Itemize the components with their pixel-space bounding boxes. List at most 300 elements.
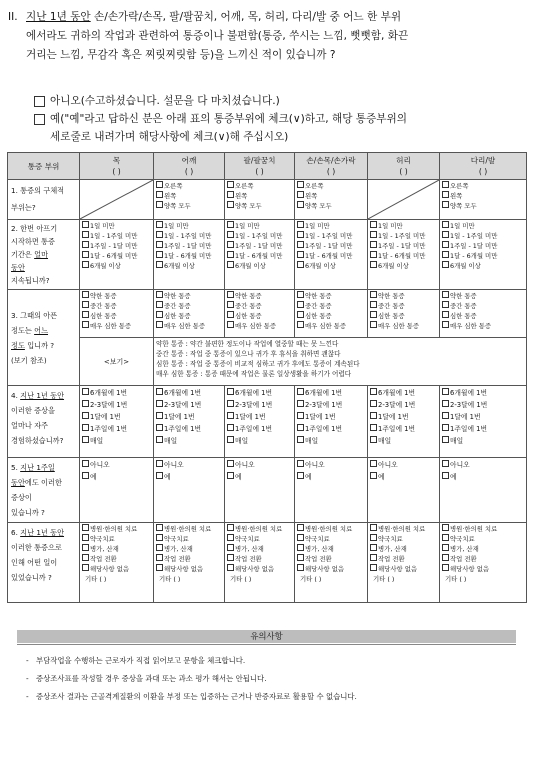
option-item[interactable] [297,241,365,251]
option-checkbox[interactable] [442,221,449,228]
option-checkbox[interactable] [442,524,449,531]
option-item[interactable] [227,321,292,331]
q4-neck-options [80,386,154,458]
option-checkbox[interactable] [227,544,234,551]
option-checkbox[interactable] [370,321,377,328]
option-item[interactable] [297,534,365,544]
option-item[interactable] [442,181,524,191]
option-item[interactable] [156,411,222,423]
option-checkbox[interactable] [297,460,304,467]
option-item[interactable] [82,459,151,471]
option-item[interactable] [156,534,222,544]
option-label: 약한 통증 [164,292,191,300]
option-checkbox[interactable] [442,261,449,268]
option-item[interactable] [156,181,222,191]
option-checkbox[interactable] [227,261,234,268]
option-item[interactable] [82,291,151,301]
option-checkbox[interactable] [156,460,163,467]
option-item[interactable] [227,387,292,399]
option-checkbox[interactable] [227,251,234,258]
option-checkbox[interactable] [227,311,234,318]
option-item[interactable] [156,291,222,301]
option-checkbox[interactable] [370,241,377,248]
option-checkbox[interactable] [370,301,377,308]
option-item[interactable] [82,435,151,447]
option-checkbox[interactable] [82,544,89,551]
option-checkbox[interactable] [227,291,234,298]
option-item[interactable] [370,524,437,534]
option-checkbox[interactable] [156,524,163,531]
option-checkbox[interactable] [370,400,377,407]
option-checkbox[interactable] [370,544,377,551]
option-item[interactable] [156,387,222,399]
option-other[interactable]: 기타 ( ) [85,575,107,583]
option-item[interactable] [227,241,292,251]
option-item[interactable] [227,191,292,201]
option-item[interactable] [156,524,222,534]
option-label: 해당사항 없음 [305,565,345,573]
option-item[interactable] [442,291,524,301]
option-item[interactable] [442,191,524,201]
option-checkbox[interactable] [156,436,163,443]
option-checkbox[interactable] [370,261,377,268]
option-checkbox[interactable] [442,472,449,479]
option-item[interactable] [370,435,437,447]
option-item[interactable] [297,181,365,191]
option-item[interactable] [442,411,524,423]
option-item[interactable] [82,423,151,435]
option-item[interactable] [227,301,292,311]
option-checkbox[interactable] [82,261,89,268]
option-item[interactable] [442,221,524,231]
option-item[interactable] [442,301,524,311]
option-item[interactable] [442,423,524,435]
option-checkbox[interactable] [156,231,163,238]
option-item[interactable] [156,301,222,311]
option-checkbox[interactable] [370,534,377,541]
option-checkbox[interactable] [156,191,163,198]
option-checkbox[interactable] [156,221,163,228]
option-item[interactable] [370,411,437,423]
option-label: 1주일 - 1달 미만 [305,242,353,250]
option-checkbox[interactable] [82,241,89,248]
header-arm-elbow[interactable]: 팔/팔꿈치 ( ) [225,153,295,180]
option-checkbox[interactable] [156,544,163,551]
option-item[interactable] [370,471,437,483]
option-checkbox[interactable] [442,291,449,298]
option-checkbox[interactable] [156,201,163,208]
option-checkbox[interactable] [370,424,377,431]
option-item[interactable] [156,321,222,331]
option-checkbox[interactable] [227,534,234,541]
option-checkbox[interactable] [442,231,449,238]
option-item[interactable] [297,311,365,321]
option-checkbox[interactable] [82,436,89,443]
option-checkbox[interactable] [227,301,234,308]
option-checkbox[interactable] [227,554,234,561]
option-checkbox[interactable] [227,400,234,407]
option-checkbox[interactable] [297,301,304,308]
option-checkbox[interactable] [82,564,89,571]
option-item[interactable] [156,564,222,574]
option-item[interactable] [156,471,222,483]
option-item[interactable] [442,399,524,411]
option-checkbox[interactable] [370,472,377,479]
option-checkbox[interactable] [156,534,163,541]
option-item[interactable] [82,534,151,544]
option-item[interactable] [227,554,292,564]
option-checkbox[interactable] [227,191,234,198]
option-item[interactable] [227,534,292,544]
option-checkbox[interactable] [156,424,163,431]
option-checkbox[interactable] [82,231,89,238]
option-checkbox[interactable] [297,321,304,328]
option-checkbox[interactable] [370,564,377,571]
option-item[interactable] [82,387,151,399]
option-item[interactable] [297,471,365,483]
option-item[interactable] [227,231,292,241]
option-item[interactable] [370,423,437,435]
option-checkbox[interactable] [227,424,234,431]
header-waist[interactable]: 허리 ( ) [368,153,440,180]
option-item[interactable] [442,261,524,271]
option-checkbox[interactable] [156,564,163,571]
option-checkbox[interactable] [297,412,304,419]
option-checkbox[interactable] [82,321,89,328]
option-item[interactable] [370,291,437,301]
option-checkbox[interactable] [156,291,163,298]
option-item[interactable] [297,423,365,435]
option-other[interactable]: 기타 ( ) [230,575,252,583]
option-checkbox[interactable] [227,388,234,395]
option-checkbox[interactable] [370,460,377,467]
option-checkbox[interactable] [442,321,449,328]
option-checkbox[interactable] [82,221,89,228]
option-checkbox[interactable] [297,544,304,551]
option-item[interactable] [227,291,292,301]
option-item[interactable] [442,524,524,534]
option-checkbox[interactable] [370,291,377,298]
option-item[interactable] [297,251,365,261]
option-item[interactable] [156,261,222,271]
option-item[interactable] [82,231,151,241]
option-item[interactable] [370,321,437,331]
option-checkbox[interactable] [442,534,449,541]
option-checkbox[interactable] [297,388,304,395]
option-item[interactable] [442,435,524,447]
option-checkbox[interactable] [442,241,449,248]
option-item[interactable] [370,301,437,311]
option-checkbox[interactable] [156,261,163,268]
option-item[interactable] [297,191,365,201]
option-item[interactable] [227,544,292,554]
option-checkbox[interactable] [442,301,449,308]
option-item[interactable] [82,564,151,574]
option-checkbox[interactable] [442,201,449,208]
option-item[interactable] [227,181,292,191]
option-checkbox[interactable] [82,311,89,318]
option-item[interactable] [442,201,524,211]
option-item[interactable] [82,544,151,554]
option-item[interactable] [370,399,437,411]
option-item[interactable] [370,544,437,554]
option-item[interactable] [227,471,292,483]
option-item[interactable] [82,301,151,311]
option-item[interactable] [82,399,151,411]
option-checkbox[interactable] [442,311,449,318]
option-checkbox[interactable] [82,412,89,419]
option-item[interactable] [370,534,437,544]
option-item[interactable] [442,251,524,261]
option-checkbox[interactable] [370,251,377,258]
option-checkbox[interactable] [297,554,304,561]
option-checkbox[interactable] [297,291,304,298]
option-checkbox[interactable] [227,472,234,479]
option-item[interactable] [297,231,365,241]
option-checkbox[interactable] [227,231,234,238]
option-checkbox[interactable] [82,291,89,298]
option-checkbox[interactable] [370,388,377,395]
option-checkbox[interactable] [297,400,304,407]
option-checkbox[interactable] [297,261,304,268]
option-item[interactable] [297,411,365,423]
option-item[interactable] [82,251,151,261]
option-item[interactable] [370,231,437,241]
option-checkbox[interactable] [442,181,449,188]
option-checkbox[interactable] [82,400,89,407]
option-item[interactable] [442,544,524,554]
option-checkbox[interactable] [227,412,234,419]
option-checkbox[interactable] [156,388,163,395]
option-checkbox[interactable] [297,436,304,443]
option-item[interactable] [156,544,222,554]
option-item[interactable] [82,524,151,534]
option-item[interactable] [82,411,151,423]
option-checkbox[interactable] [442,412,449,419]
option-item[interactable] [82,471,151,483]
option-item[interactable] [370,311,437,321]
header-hand-wrist[interactable]: 손/손목/손가락 ( ) [295,153,368,180]
option-item[interactable] [156,311,222,321]
option-checkbox[interactable] [442,251,449,258]
option-checkbox[interactable] [156,472,163,479]
option-item[interactable] [442,321,524,331]
option-checkbox[interactable] [82,472,89,479]
option-item[interactable] [227,311,292,321]
option-checkbox[interactable] [297,181,304,188]
option-checkbox[interactable] [82,524,89,531]
option-item[interactable] [156,191,222,201]
option-checkbox[interactable] [442,554,449,561]
option-checkbox[interactable] [227,221,234,228]
option-other[interactable]: 기타 ( ) [159,575,181,583]
option-checkbox[interactable] [82,554,89,561]
option-checkbox[interactable] [442,191,449,198]
option-item[interactable] [370,241,437,251]
option-item[interactable] [442,387,524,399]
option-checkbox[interactable] [442,564,449,571]
option-checkbox[interactable] [370,311,377,318]
option-item[interactable] [442,554,524,564]
option-item[interactable] [442,471,524,483]
option-label: 1일 - 1주일 미만 [90,232,138,240]
option-checkbox[interactable] [156,554,163,561]
option-item[interactable] [442,241,524,251]
option-item[interactable] [227,411,292,423]
option-checkbox[interactable] [227,241,234,248]
option-checkbox[interactable] [227,436,234,443]
option-item[interactable] [227,399,292,411]
option-checkbox[interactable] [156,400,163,407]
option-checkbox[interactable] [297,241,304,248]
option-checkbox[interactable] [227,181,234,188]
header-leg-foot[interactable]: 다리/발 ( ) [440,153,527,180]
option-item[interactable] [297,387,365,399]
option-item[interactable] [156,201,222,211]
option-label: 1일 - 1주일 미만 [235,232,283,240]
option-item[interactable] [82,554,151,564]
option-checkbox[interactable] [370,412,377,419]
option-item[interactable] [297,554,365,564]
option-checkbox[interactable] [297,424,304,431]
option-item[interactable] [297,321,365,331]
option-checkbox[interactable] [370,524,377,531]
option-item[interactable] [82,221,151,231]
option-item[interactable] [156,241,222,251]
option-checkbox[interactable] [297,524,304,531]
option-item[interactable] [370,261,437,271]
option-checkbox[interactable] [297,311,304,318]
option-item[interactable] [227,221,292,231]
option-checkbox[interactable] [442,460,449,467]
option-item[interactable] [297,301,365,311]
option-checkbox[interactable] [297,221,304,228]
option-checkbox[interactable] [227,564,234,571]
option-checkbox[interactable] [370,221,377,228]
option-item[interactable] [227,201,292,211]
option-item[interactable] [156,554,222,564]
option-checkbox[interactable] [156,311,163,318]
option-checkbox[interactable] [297,201,304,208]
option-checkbox[interactable] [156,251,163,258]
option-item[interactable] [442,534,524,544]
option-item[interactable] [297,564,365,574]
option-checkbox[interactable] [82,424,89,431]
option-item[interactable] [370,554,437,564]
option-item[interactable] [227,435,292,447]
option-checkbox[interactable] [82,388,89,395]
option-checkbox[interactable] [82,301,89,308]
option-checkbox[interactable] [82,534,89,541]
option-checkbox[interactable] [442,388,449,395]
option-label: 약국치료 [164,535,189,543]
option-checkbox[interactable] [297,564,304,571]
option-item[interactable] [156,231,222,241]
option-item[interactable] [297,221,365,231]
option-item[interactable] [370,387,437,399]
option-item[interactable] [370,564,437,574]
option-checkbox[interactable] [442,400,449,407]
option-checkbox[interactable] [227,460,234,467]
option-item[interactable] [442,459,524,471]
option-checkbox[interactable] [227,524,234,531]
option-other[interactable]: 기타 ( ) [445,575,467,583]
option-item[interactable] [297,261,365,271]
option-checkbox[interactable] [156,301,163,308]
option-item[interactable] [156,459,222,471]
answer-yes[interactable] [34,110,524,146]
option-item[interactable] [156,435,222,447]
option-other[interactable]: 기타 ( ) [373,575,395,583]
option-item[interactable] [297,399,365,411]
option-checkbox[interactable] [82,460,89,467]
option-item[interactable] [227,524,292,534]
option-checkbox[interactable] [370,554,377,561]
option-other[interactable]: 기타 ( ) [300,575,322,583]
option-checkbox[interactable] [297,472,304,479]
option-item[interactable] [370,221,437,231]
option-item[interactable] [297,524,365,534]
option-checkbox[interactable] [297,231,304,238]
answer-no-checkbox[interactable] [34,96,45,107]
option-item[interactable] [227,251,292,261]
option-checkbox[interactable] [156,412,163,419]
option-checkbox[interactable] [82,251,89,258]
answer-yes-checkbox[interactable] [34,114,45,125]
option-checkbox[interactable] [156,241,163,248]
header-shoulder[interactable]: 어깨 ( ) [154,153,225,180]
header-neck[interactable]: 목 ( ) [80,153,154,180]
answer-no[interactable] [34,92,524,110]
option-item[interactable] [156,251,222,261]
option-item[interactable] [370,459,437,471]
option-item[interactable] [227,459,292,471]
option-checkbox[interactable] [370,436,377,443]
option-checkbox[interactable] [442,436,449,443]
option-checkbox[interactable] [297,251,304,258]
option-item[interactable] [82,321,151,331]
option-item[interactable] [156,423,222,435]
option-item[interactable] [297,435,365,447]
option-item[interactable] [442,564,524,574]
option-checkbox[interactable] [156,181,163,188]
option-item[interactable] [156,221,222,231]
option-item[interactable] [227,423,292,435]
option-item[interactable] [297,201,365,211]
option-checkbox[interactable] [297,191,304,198]
option-item[interactable] [227,564,292,574]
option-item[interactable] [370,251,437,261]
option-item[interactable] [82,241,151,251]
option-item[interactable] [442,311,524,321]
option-item[interactable] [442,231,524,241]
option-item[interactable] [82,261,151,271]
option-checkbox[interactable] [297,534,304,541]
option-item[interactable] [82,311,151,321]
option-item[interactable] [156,399,222,411]
option-item[interactable] [227,261,292,271]
option-checkbox[interactable] [370,231,377,238]
option-item[interactable] [297,291,365,301]
option-checkbox[interactable] [227,321,234,328]
option-checkbox[interactable] [227,201,234,208]
option-checkbox[interactable] [442,424,449,431]
option-item[interactable] [297,459,365,471]
row-q5 [8,458,527,523]
option-checkbox[interactable] [442,544,449,551]
option-checkbox[interactable] [156,321,163,328]
option-item[interactable] [297,544,365,554]
